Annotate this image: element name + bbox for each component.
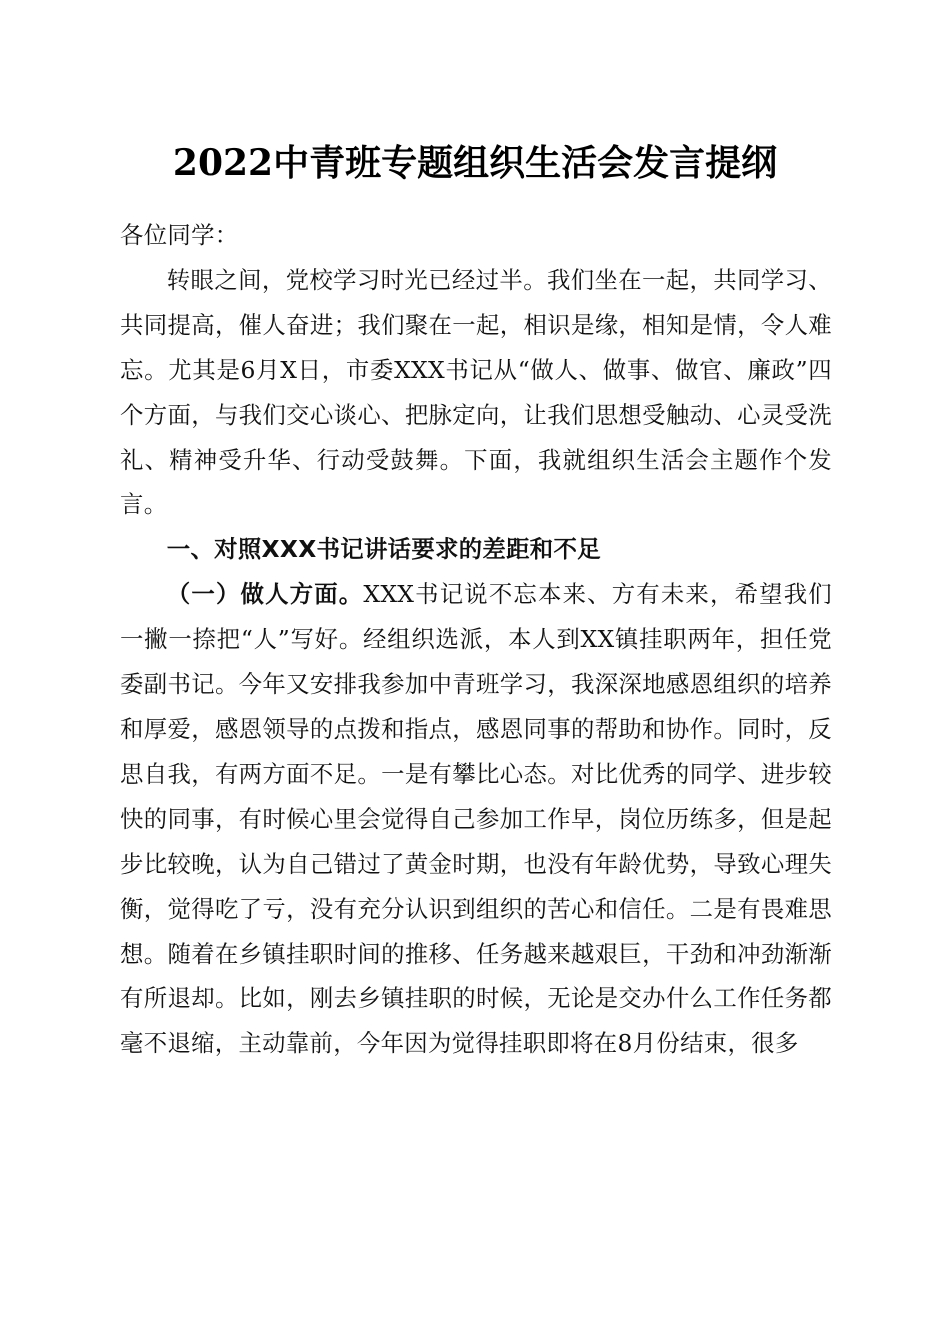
subsection-paragraph-1 [120, 572, 832, 1066]
document-body [120, 213, 832, 1066]
subsection-lead: （一）做人方面。 [166, 580, 364, 609]
subsection-body: XXX书记说不忘本来、方有未来，希望我们一撇一捺把“人”写好。经组织选派，本人到XX镇挂职两年，担任党委副书记。今年又安排我参加中青班学习，我深深地感恩组织的培养和厚爱，感恩领导的点拨和指点，感恩同事的帮助和协作。同时，反思自我，有两方面不足。一是有攀比心态。对比优秀的同学、进步较快的同事，有时候心里会觉得自己参加工作早，岗位历练多，但是起步比较晚，认为自己错过了黄金时期，也没有年龄优势，导致心理失衡，觉得吃了亏，没有充分认识到组织的苦心和信任。二是有畏难思想。随着在乡镇挂职时间的推移、任务越来越艰巨，干劲和冲劲渐渐有所退却。比如，刚去乡镇挂职的时候，无论是交办什么工作任务都毫不退缩，主动靠前，今年因为觉得挂职即将在8月份结束，很多 [120, 580, 832, 1058]
salutation: 各位同学： [120, 221, 239, 249]
document-title: 2022中青班专题组织生活会发言提纲 [172, 142, 778, 184]
section-heading-1: 一、对照XXX书记讲话要求的差距和不足 [166, 535, 601, 564]
intro-paragraph: 转眼之间，党校学习时光已经过半。我们坐在一起，共同学习、共同提高，催人奋进；我们聚在一起，相识是缘，相知是情，令人难忘。尤其是6月X日，市委XXX书记从“做人、做事、做官、廉政”四个方面，与我们交心谈心、把脉定向，让我们思想受触动、心灵受洗礼、精神受升华、行动受鼓舞。下面，我就组织生活会主题作个发言。 [120, 265, 832, 519]
